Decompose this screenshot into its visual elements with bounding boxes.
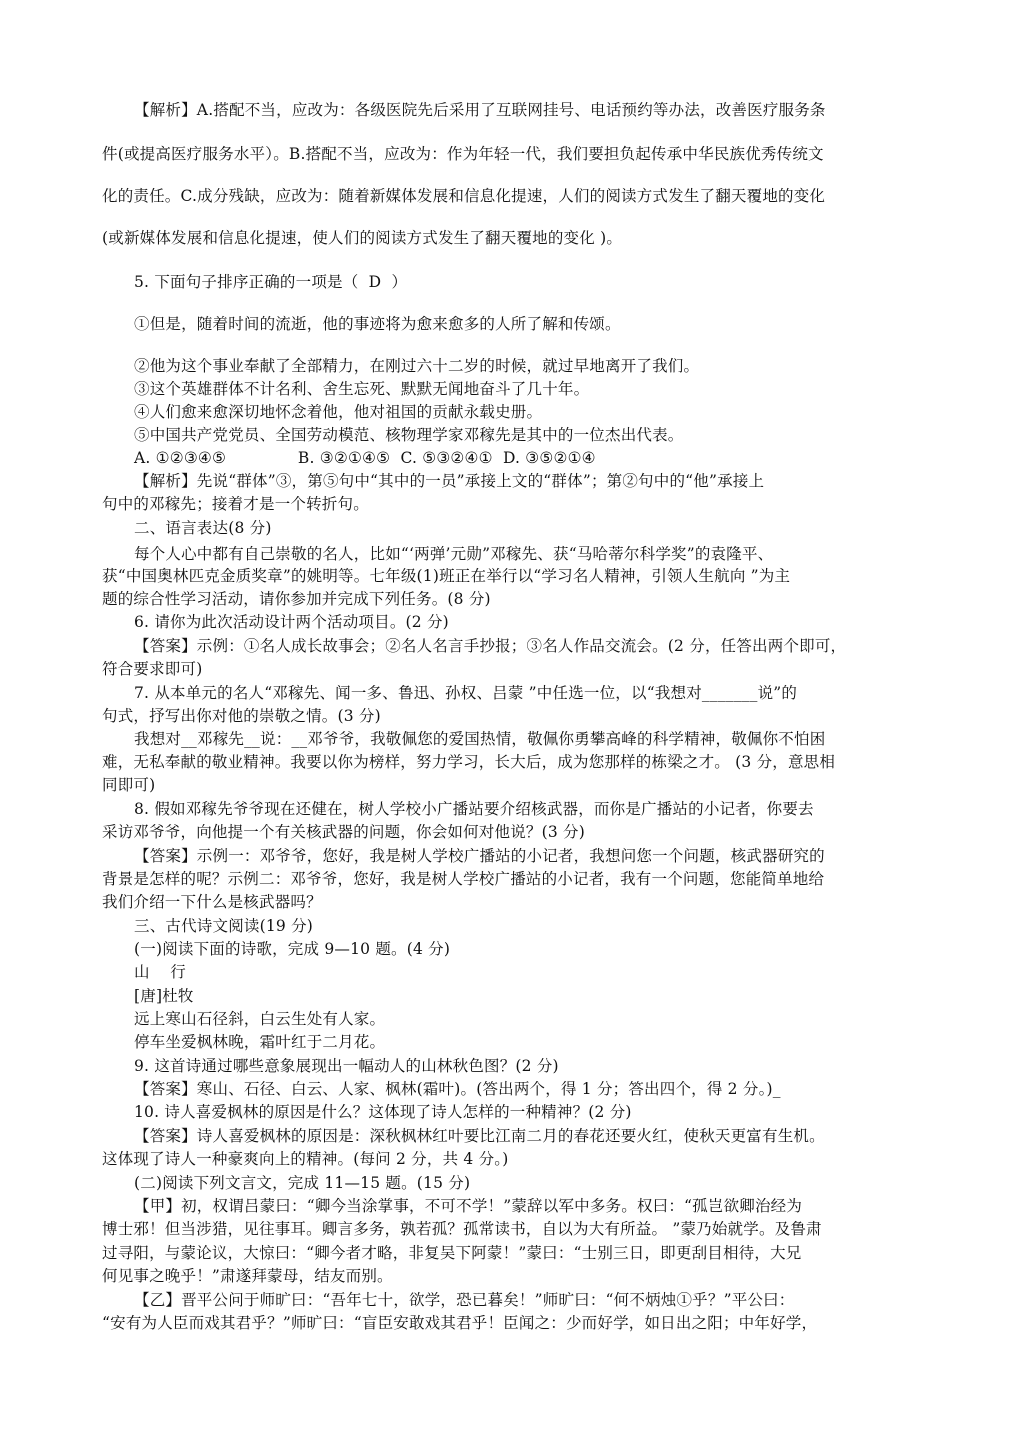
passage-b-line-2: “安有为人臣而戏其君乎？”师旷曰：“盲臣安敢戏其君乎！臣闻之：少而好学，如日出之阳；中年好学， — [102, 1314, 818, 1332]
section-3-part-2: (二)阅读下列文言文，完成 11—15 题。(15 分) — [134, 1174, 471, 1192]
section-3-title: 三、古代诗文阅读(19 分) — [134, 917, 314, 935]
poem-line-2: 停车坐爱枫林晚，霜叶红于二月花。 — [134, 1033, 386, 1051]
q6-answer-line-2: 符合要求即可) — [102, 660, 203, 678]
section-3-part-1: (一)阅读下面的诗歌，完成 9—10 题。(4 分) — [134, 940, 451, 958]
q5-sentence-2: ②他为这个事业奉献了全部精力，在刚过六十二岁的时候，就过早地离开了我们。 — [134, 357, 700, 375]
question-5: 5. 下面句子排序正确的一项是（ D ） — [134, 273, 408, 291]
q6-answer-line-1: 【答案】示例：①名人成长故事会；②名人名言手抄报；③名人作品交流会。(2 分，任答出两个即可， — [134, 637, 847, 655]
analysis-q4-line-3: 化的责任。C.成分残缺，应改为：随着新媒体发展和信息化提速，人们的阅读方式发生了翻天覆地的变化 — [102, 187, 826, 205]
q5-analysis-line-2: 句中的邓稼先；接着才是一个转折句。 — [102, 495, 369, 513]
q7-answer-line-2: 难，无私奉献的敬业精神。我要以你为榜样，努力学习，长大后，成为您那样的栋梁之才。 (3 分，意思相 — [102, 753, 836, 771]
question-7-line-1: 7. 从本单元的名人“邓稼先、闻一多、鲁迅、孙权、吕蒙 ”中任选一位，以“我想对_______说”的 — [134, 684, 798, 702]
analysis-q4-line-2: 件(或提高医疗服务水平）。B.搭配不当，应改为：作为年轻一代，我们要担负起传承中华民族优秀传统文 — [102, 145, 824, 163]
section-2-intro-line-3: 题的综合性学习活动，请你参加并完成下列任务。(8 分) — [102, 590, 491, 608]
passage-b-line-1: 【乙】晋平公问于师旷曰：“吾年七十，欲学，恐已暮矣！”师旷曰：“何不炳烛①乎？”平公曰： — [134, 1291, 795, 1309]
q5-analysis-line-1: 【解析】先说“群体”③，第⑤句中“其中的一员”承接上文的“群体”；第②句中的“他”承接上 — [134, 472, 765, 490]
question-7-line-2: 句式，抒写出你对他的崇敬之情。(3 分) — [102, 707, 381, 725]
question-8-line-2: 采访邓爷爷，向他提一个有关核武器的问题，你会如何对他说？(3 分) — [102, 823, 585, 841]
q5-sentence-4: ④人们愈来愈深切地怀念着他，他对祖国的贡献永载史册。 — [134, 403, 543, 421]
section-2-intro-line-1: 每个人心中都有自己崇敬的名人，比如“‘两弹’元勋”邓稼先、获“马哈蒂尔科学奖”的袁隆平、 — [134, 545, 774, 563]
question-9: 9. 这首诗通过哪些意象展现出一幅动人的山林秋色图？(2 分) — [134, 1057, 559, 1075]
q5-sentence-5: ⑤中国共产党党员、全国劳动模范、核物理学家邓稼先是其中的一位杰出代表。 — [134, 426, 684, 444]
question-10: 10. 诗人喜爱枫林的原因是什么？这体现了诗人怎样的一种精神？(2 分) — [134, 1103, 632, 1121]
q10-answer-line-1: 【答案】诗人喜爱枫林的原因是：深秋枫林红叶要比江南二月的春花还要火红，使秋天更富有生机。 — [134, 1127, 825, 1145]
q9-answer: 【答案】寒山、石径、白云、人家、枫林(霜叶)。(答出两个，得 1 分；答出四个，得 2 分。)_ — [134, 1080, 781, 1098]
poem-author: [唐]杜牧 — [134, 987, 194, 1005]
passage-a-line-1: 【甲】初，权谓吕蒙曰：“卿今当涂掌事，不可不学！”蒙辞以军中多务。权曰：“孤岂欲卿治经为 — [134, 1197, 803, 1215]
q8-answer-line-3: 我们介绍一下什么是核武器吗？ — [102, 893, 322, 911]
passage-a-line-4: 何见事之晚乎！”肃遂拜蒙母，结友而别。 — [102, 1267, 393, 1285]
q7-answer-line-3: 同即可) — [102, 776, 156, 794]
poem-title: 山 行 — [134, 963, 186, 981]
question-6: 6. 请你为此次活动设计两个活动项目。(2 分) — [134, 613, 449, 631]
section-2-intro-line-2: 获“中国奥林匹克金质奖章”的姚明等。七年级(1)班正在举行以“学习名人精神，引领人生航向 ”为主 — [102, 567, 791, 585]
poem-line-1: 远上寒山石径斜，白云生处有人家。 — [134, 1010, 386, 1028]
analysis-q4-line-1: 【解析】A.搭配不当，应改为：各级医院先后采用了互联网挂号、电话预约等办法，改善医疗服务条 — [134, 101, 826, 119]
q7-answer-line-1: 我想对__邓稼先__说：__邓爷爷，我敬佩您的爱国热情，敬佩你勇攀高峰的科学精神，敬佩你不怕困 — [134, 730, 826, 748]
analysis-q4-line-4: (或新媒体发展和信息化提速，使人们的阅读方式发生了翻天覆地的变化 )。 — [102, 229, 623, 247]
passage-a-line-2: 博士邪！但当涉猎，见往事耳。卿言多务，孰若孤？孤常读书，自以为大有所益。 ”蒙乃始就学。及鲁肃 — [102, 1220, 822, 1238]
q8-answer-line-2: 背景是怎样的呢？示例二：邓爷爷，您好，我是树人学校广播站的小记者，我有一个问题，您能简单地给 — [102, 870, 825, 888]
q10-answer-line-2: 这体现了诗人一种豪爽向上的精神。(每问 2 分，共 4 分。) — [102, 1150, 509, 1168]
q5-options: A. ①②③④⑤ B. ③②①④⑤ C. ⑤③②④① D. ③⑤②①④ — [134, 449, 596, 467]
passage-a-line-3: 过寻阳，与蒙论议，大惊曰：“卿今者才略，非复吴下阿蒙！”蒙曰：“士别三日，即更刮目相待，大兄 — [102, 1244, 802, 1262]
section-2-title: 二、语言表达(8 分) — [134, 519, 272, 537]
q5-sentence-3: ③这个英雄群体不计名利、舍生忘死、默默无闻地奋斗了几十年。 — [134, 380, 590, 398]
q5-sentence-1: ①但是，随着时间的流逝，他的事迹将为愈来愈多的人所了解和传颂。 — [134, 315, 621, 333]
q8-answer-line-1: 【答案】示例一：邓爷爷，您好，我是树人学校广播站的小记者，我想问您一个问题，核武器研究的 — [134, 847, 825, 865]
question-8-line-1: 8. 假如邓稼先爷爷现在还健在，树人学校小广播站要介绍核武器，而你是广播站的小记者，你要去 — [134, 800, 814, 818]
